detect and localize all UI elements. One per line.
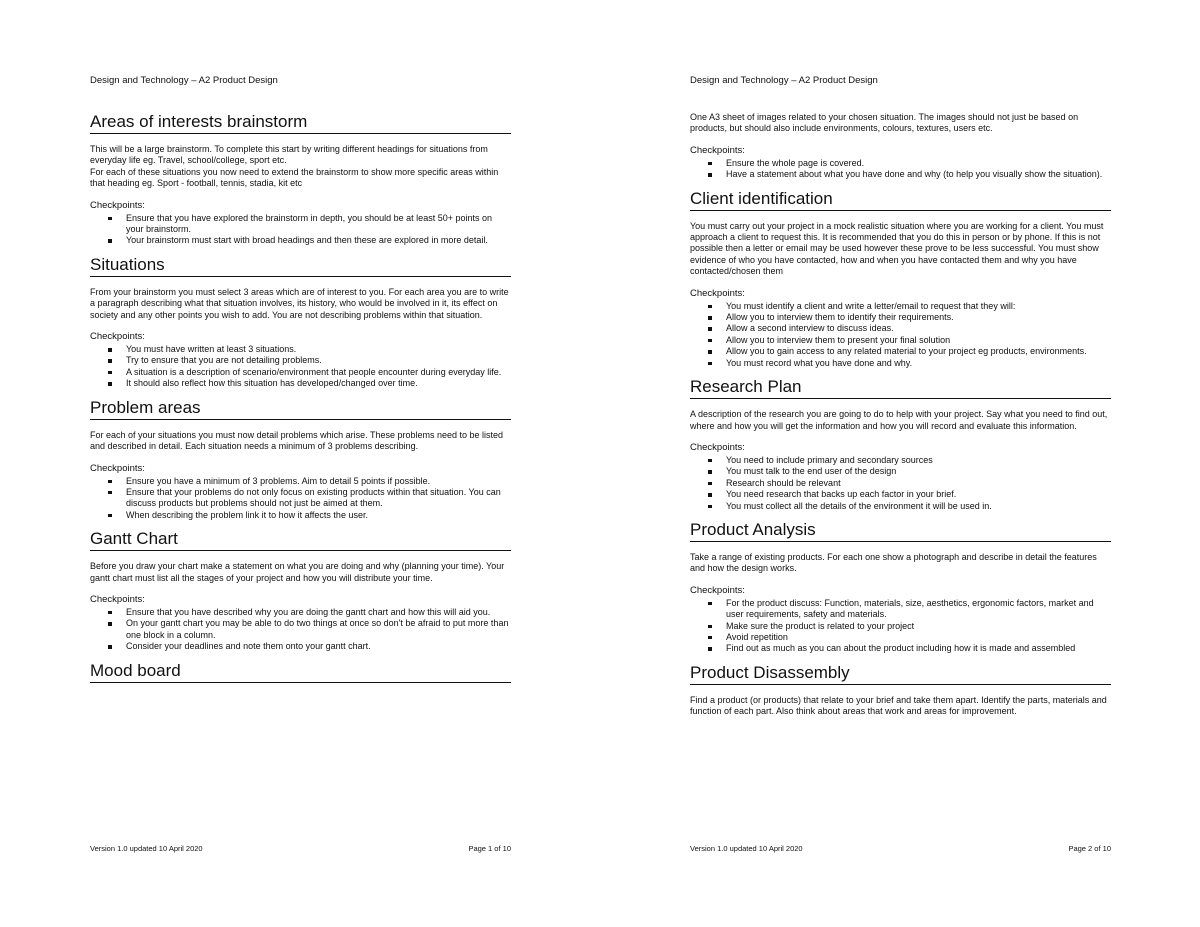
footer-page-number: Page 1 of 10 [468,844,511,853]
paragraph-block [690,112,1111,135]
checkpoint-item: A situation is a description of scenario/environment that people encounter during everyday life. [126,367,511,378]
checkpoint-list [90,607,511,653]
paragraph: Take a range of existing products. For each one show a photograph and describe in detail the features and how the design works. [690,551,1097,574]
checkpoint-item: You must collect all the details of the environment it will be used in. [726,501,1111,512]
checkpoint-item: You must talk to the end user of the design [726,466,1111,477]
footer-page-number: Page 2 of 10 [1068,844,1111,853]
checkpoint-item: Find out as much as you can about the product including how it is made and assembled [726,643,1111,654]
checkpoint-list [690,455,1111,512]
section-problem-areas [90,398,511,521]
section-mood-board-heading: Mood board [90,661,511,683]
section-situations-heading: Situations [90,255,511,277]
paragraph-block [90,430,511,453]
paragraph: Find a product (or products) that relate to your brief and take them apart. Identify the parts, materials and function of each part. Also think about areas that work and areas for improvement. [690,694,1107,717]
page-footer [690,844,1111,853]
checkpoints-label: Checkpoints: [690,144,745,156]
checkpoint-item: Ensure that your problems do not only focus on existing products within that situation. You can discuss products but problems should not just be aimed at them. [126,487,511,510]
checkpoints-label: Checkpoints: [90,331,145,343]
checkpoint-item: On your gantt chart you may be able to do two things at once so don't be afraid to put more than one block in a column. [126,618,511,641]
paragraph: From your brainstorm you must select 3 areas which are of interest to you. For each area you are to write a paragraph describing what that situation involves, its history, who would be involved in it, its effect on society and any other points you wish to add. You are not describing problems within that situation. [90,286,509,320]
checkpoints-label: Checkpoints: [90,199,145,211]
checkpoint-item: Try to ensure that you are not detailing problems. [126,355,511,366]
checkpoint-item: Ensure that you have explored the brainstorm in depth, you should be at least 50+ points on your brainstorm. [126,213,511,236]
checkpoints-label: Checkpoints: [690,584,745,596]
checkpoint-item: Ensure you have a minimum of 3 problems. Aim to detail 5 points if possible. [126,476,511,487]
section-areas-of-interests-brainstorm-heading: Areas of interests brainstorm [90,112,511,134]
paragraph: A description of the research you are going to do to help with your project. Say what you need to find out, where and how you will get the information and how you will record and evaluate this information. [690,409,1108,431]
checkpoint-item: Allow you to interview them to present your final solution [726,335,1111,346]
paragraph-block [90,561,511,584]
paragraph: You must carry out your project in a mock realistic situation where you are working for a client. You must approach a client to request this. It is recommended that you do this in person or by phone. If this is not possible then a letter or email may be used however these prove to be less successful. You must show evidence of who you have contacted, how and when you have contacted them and why you have contacted/chosen them [690,220,1104,277]
checkpoint-item: You must record what you have done and why. [726,358,1111,369]
checkpoint-list [90,213,511,247]
checkpoint-item: Have a statement about what you have done and why (to help you visually show the situation). [726,169,1111,180]
checkpoint-item: Make sure the product is related to your project [726,621,1111,632]
checkpoint-item: Ensure that you have described why you are doing the gantt chart and how this will aid you. [126,607,511,618]
checkpoint-item: Consider your deadlines and note them onto your gantt chart. [126,641,511,652]
checkpoint-list [690,158,1111,181]
checkpoint-item: Ensure the whole page is covered. [726,158,1111,169]
paragraph-block [690,552,1111,575]
checkpoint-list [690,598,1111,655]
page-content [90,112,511,693]
checkpoint-list [690,301,1111,369]
checkpoints-label: Checkpoints: [90,593,145,605]
paragraph-block [90,287,511,321]
checkpoint-item: It should also reflect how this situation has developed/changed over time. [126,378,511,389]
footer-version: Version 1.0 updated 10 April 2020 [690,844,803,853]
section-research-plan [690,377,1111,512]
paragraph: This will be a large brainstorm. To complete this start by writing different headings for situations from everyday life eg. Travel, school/college, sport etc. [90,144,488,166]
running-header: Design and Technology – A2 Product Design [90,75,278,86]
page-content [690,112,1111,728]
checkpoint-list [90,344,511,390]
checkpoint-item: Allow a second interview to discuss ideas. [726,323,1111,334]
section-product-analysis-heading: Product Analysis [690,520,1111,542]
paragraph: Before you draw your chart make a statement on what you are doing and why (planning your time). Your gantt chart must list all the stages of your project and how you will distribute your time. [90,561,505,583]
footer-version: Version 1.0 updated 10 April 2020 [90,844,203,853]
checkpoint-item: Your brainstorm must start with broad headings and then these are explored in more detail. [126,235,511,246]
section-gantt-chart-heading: Gantt Chart [90,529,511,551]
checkpoints-label: Checkpoints: [690,287,745,299]
checkpoint-item: Allow you to gain access to any related material to your project eg products, environments. [726,346,1111,357]
checkpoint-item: You must have written at least 3 situations. [126,344,511,355]
paragraph-block [90,144,511,190]
document-page-2 [600,0,1200,927]
section-mood-board [90,661,511,683]
checkpoint-item: You need research that backs up each factor in your brief. [726,489,1111,500]
section-research-plan-heading: Research Plan [690,377,1111,399]
paragraph: One A3 sheet of images related to your chosen situation. The images should not just be based on products, but should also include environments, colours, textures, users etc. [690,112,1079,134]
paragraph-block [690,221,1111,278]
section-gantt-chart [90,529,511,652]
checkpoint-item: You need to include primary and secondary sources [726,455,1111,466]
mood-board-continuation [690,112,1111,181]
running-header: Design and Technology – A2 Product Design [690,75,878,86]
checkpoint-item: Allow you to interview them to identify their requirements. [726,312,1111,323]
section-areas-of-interests-brainstorm [90,112,511,247]
section-situations [90,255,511,390]
section-product-disassembly [690,663,1111,718]
section-product-analysis [690,520,1111,655]
section-client-identification [690,189,1111,369]
paragraph: For each of these situations you now need to extend the brainstorm to show more specific areas within that heading eg. Sport - football, tennis, stadia, kit etc [90,166,499,189]
checkpoints-label: Checkpoints: [690,441,745,453]
paragraph-block [690,409,1111,432]
checkpoint-item: For the product discuss: Function, materials, size, aesthetics, ergonomic factors, market and user requirements, safety and materials. [726,598,1111,621]
page-footer [90,844,511,853]
checkpoints-label: Checkpoints: [90,462,145,474]
section-product-disassembly-heading: Product Disassembly [690,663,1111,685]
checkpoint-item: When describing the problem link it to how it affects the user. [126,510,511,521]
checkpoint-list [90,476,511,522]
checkpoint-item: Avoid repetition [726,632,1111,643]
section-client-identification-heading: Client identification [690,189,1111,211]
checkpoint-item: You must identify a client and write a letter/email to request that they will: [726,301,1111,312]
paragraph: For each of your situations you must now detail problems which arise. These problems need to be listed and described in detail. Each situation needs a minimum of 3 problems describing. [90,429,504,452]
section-problem-areas-heading: Problem areas [90,398,511,420]
paragraph-block [690,695,1111,718]
checkpoint-item: Research should be relevant [726,478,1111,489]
